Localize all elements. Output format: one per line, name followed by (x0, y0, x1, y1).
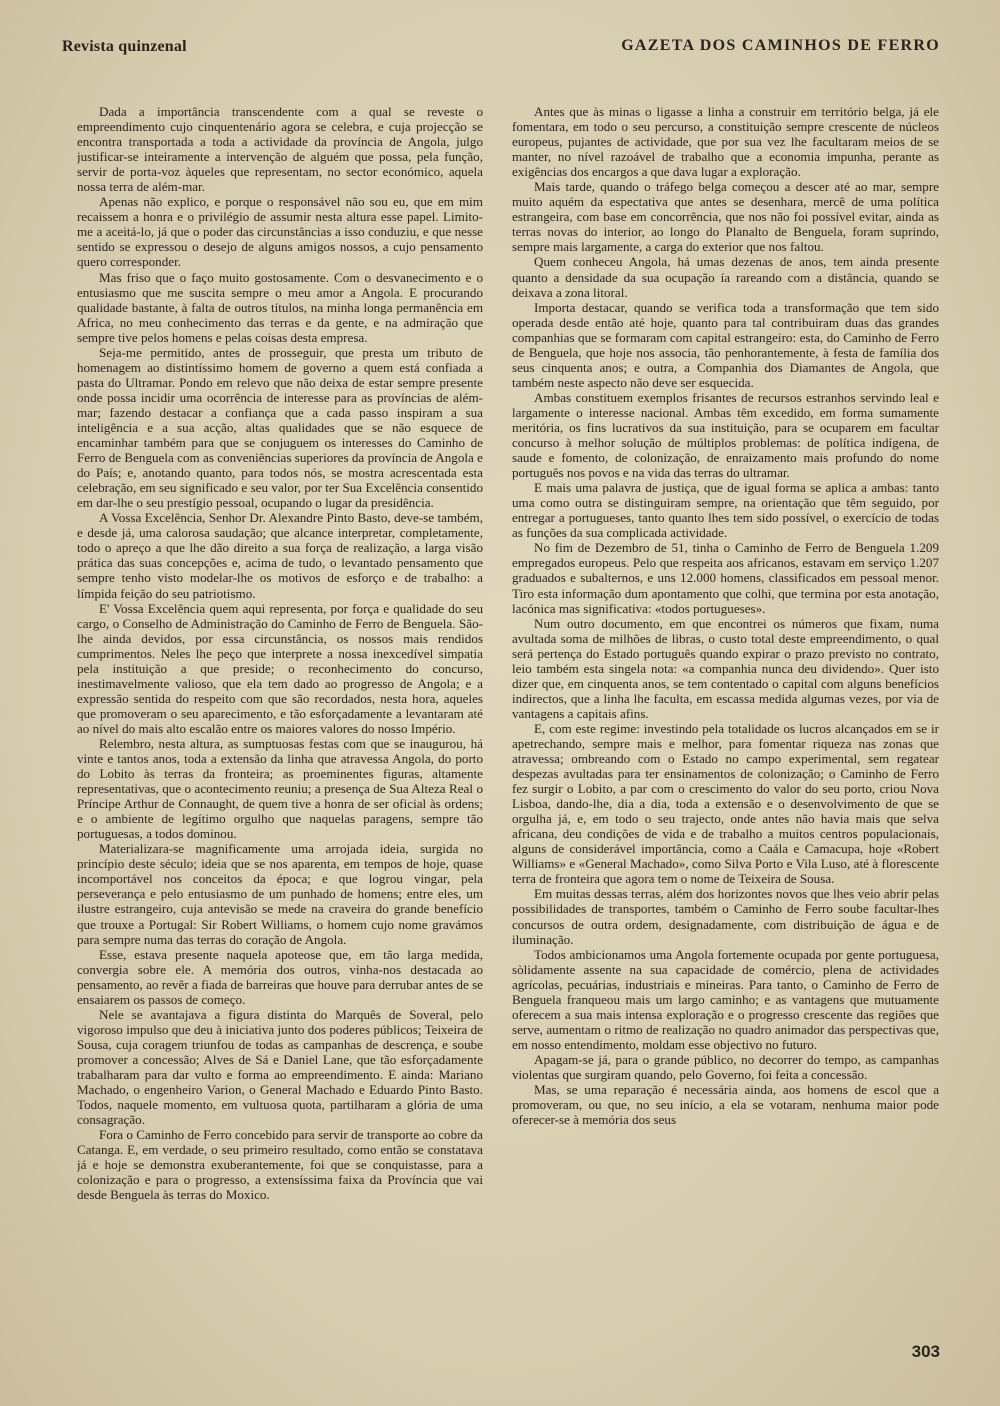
paragraph: E mais uma palavra de justiça, que de igual forma se aplica a ambas: tanto uma como outra se distinguiram sempre, na orientação que têm seguido, por entregar a portugueses, tanto quanto lhes tem sido possível, o exercício de todas as funções da sua complicada actividade. (512, 480, 939, 541)
page-number: 303 (911, 1342, 940, 1361)
paragraph: Apagam-se já, para o grande público, no decorrer do tempo, as campanhas violentas que surgiram quando, pelo Governo, foi feita a concessão. (512, 1051, 939, 1082)
paragraph: Mais tarde, quando o tráfego belga começou a descer até ao mar, sempre muito aquém da espectativa que antes se desenhara, mercê de uma política estrangeira, com base em concorrência, que nos não foi possível evitar, ainda as terras novas do interior, ao longo do Planalto de Benguela, foram suprindo, sempre mais largamente, a carga do exterior que nos faltou. (512, 179, 939, 255)
paragraph: Mas, se uma reparação é necessária ainda, aos homens de escol que a promoveram, ou que, no seu início, a ela se votaram, nenhuma maior pode oferecer-se à memória dos seus (512, 1082, 939, 1128)
paragraph: Ambas constituem exemplos frisantes de recursos estranhos servindo leal e largamente o interesse nacional. Ambas têm excedido, em forma sumamente meritória, os fins lucrativos da sua instituição, para se ocuparem em facultar concurso à melhor solução de múltiplos problemas: de política indígena, de saude e fomento, de colonização, de enraizamento mais profundo do nome português nos povos e na vida das terras do ultramar. (512, 389, 939, 481)
paragraph: Esse, estava presente naquela apoteose que, em tão larga medida, convergia sobre ele. A memória dos outros, vinha-nos destacada ao pensamento, ao revêr a fiada de barreiras que houve para derrubar antes de se ensaiarem os passos de começo. (77, 946, 483, 1007)
paragraph: Antes que às minas o ligasse a linha a construir em território belga, já ele fomentara, em todo o seu percurso, a constituição sempre crescente de núcleos europeus, pujantes de actividade, que por sua vez lhe facultaram meios de se manter, no nível razoável de trabalho que a economia impunha, perante as exigências dos encargos a que dava lugar a exploração. (512, 104, 939, 180)
paragraph: E, com este regime: investindo pela totalidade os lucros alcançados em se ir apetrechando, sempre mais e melhor, para fomentar riqueza nas zonas que atravessa; ombreando com o Estado no campo experimental, sem regatear despezas avultadas para ter ensinamentos de colonização; o Caminho de Ferro fez surgir o Lobito, a par com o crescimento do valor do seu porto, criou Nova Lisboa, dando-lhe, dia a dia, toda a extensão e o desenvolvimento de que se orgulha já, e, em todo o seu trajecto, onde antes não havia mais que selva africana, deu condições de vida e de trabalho a muitos centros populacionais, alguns de considerável importância, como a Caála e Camacupa, hoje «Robert Williams» e «General Machado», como Silva Porto e Vila Luso, até à florescente terra de fronteira que agora tem o nome de Teixeira de Sousa. (512, 720, 939, 887)
paragraph: Importa destacar, quando se verifica toda a transformação que tem sido operada desde então até hoje, quanto para tal contribuiram duas das grandes companhias que se formaram com capital estrangeiro: esta, do Caminho de Ferro de Benguela, que hoje nos associa, tão penhorantemente, à festa de família dos seus cinquenta anos; e outra, a Companhia dos Diamantes de Angola, que também neste aspecto não deve ser esquecida. (512, 299, 939, 390)
text-column-left (77, 104, 483, 1319)
paragraph: Todos ambicionamos uma Angola fortemente ocupada por gente portuguesa, sòlidamente assente na sua capacidade de comércio, plena de actividades agrícolas, pecuárias, industriais e mineiras. Para tanto, o Caminho de Ferro de Benguela franqueou mais um largo caminho; e as vantagens que mutuamente oferecem a sua mais intensa exploração e o progresso crescente das regiões que serve, aumentam o ritmo de realização no quadro animador das perspectivas que, em nosso entendimento, moldam esse objectivo no futuro. (512, 946, 939, 1052)
paragraph: Apenas não explico, e porque o responsável não sou eu, que em mim recaissem a honra e o privilégio de assumir nesta altura esse papel. Limito-me a aceitá-lo, já que o poder das circunstâncias a isso conduziu, e que nesse sentido se expressou o desejo de alguns amigos nossos, a cujo pensamento quero corresponder. (77, 194, 483, 270)
running-header-right: GAZETA DOS CAMINHOS DE FERRO (621, 37, 940, 54)
paragraph: Quem conheceu Angola, há umas dezenas de anos, tem ainda presente quanto a densidade da sua ocupação ía rareando com a distância, quando se deixava a zona litoral. (512, 254, 939, 300)
paragraph: Nele se avantajava a figura distinta do Marquês de Soveral, pelo vigoroso impulso que deu à iniciativa junto dos poderes públicos; Teixeira de Sousa, cuja coragem triunfou de todas as campanhas de descrença, e soube promover a concessão; Alves de Sá e Daniel Lane, que tão esforçadamente trabalharam para dar vulto e forma ao empreendimento. E ainda: Mariano Machado, o engenheiro Varion, o General Machado e Eduardo Pinto Basto. Todos, naquele momento, em vultuosa quota, partilharam a glória de uma consagração. (77, 1006, 483, 1128)
paragraph: Fora o Caminho de Ferro concebido para servir de transporte ao cobre da Catanga. E, em verdade, o seu primeiro resultado, como então se constatava já e hoje se demonstra exuberantemente, foi que se conquistasse, para a colonização e para o progresso, a extensíssima faixa da Província que vai desde Benguela às terras do Moxico. (77, 1127, 483, 1203)
running-header-left: Revista quinzenal (62, 38, 187, 55)
paragraph: Relembro, nesta altura, as sumptuosas festas com que se inaugurou, há vinte e tantos anos, toda a extensão da linha que atravessa Angola, do porto do Lobito às terras da fronteira; as proeminentes figuras, altamente representativas, que o acontecimento reuniu; a presença de Sua Alteza Real o Príncipe Arthur de Connaught, de quem tive a honra de ser oficial às ordens; e o ambiente de legítimo orgulho que naquelas paragens, sempre tão portuguesas, a todos dominou. (77, 735, 483, 842)
paragraph: Mas friso que o faço muito gostosamente. Com o desvanecimento e o entusiasmo que me suscita sempre o meu amor a Angola. E procurando qualidade bastante, à falta de outros títulos, na minha longa permanência em Africa, no meu conhecimento das terras e da gente, e na admiração que sempre tive pelos homens e pelas coisas desta empresa. (77, 269, 483, 345)
paragraph: A Vossa Excelência, Senhor Dr. Alexandre Pinto Basto, deve-se também, e desde já, uma calorosa saudação; que alcance interpretar, completamente, todo o apreço a que lhe dão direito a sua força de realização, a larga visão prática das suas concepções e, acima de tudo, o levantado pensamento que sempre tenho visto modelar-lhe os motivos de esforço e de trabalho: a límpida feição do seu patriotismo. (77, 510, 483, 601)
text-column-right (512, 104, 939, 1319)
paragraph: Seja-me permitido, antes de prosseguir, que presta um tributo de homenagem ao distintíssimo homem de governo a quem está confiada a pasta do Ultramar. Pondo em relevo que não deixa de estar sempre presente onde possa incidir uma ocorrência de interesse para as províncias de além-mar; fazendo destacar a confiança que a cada passo inspiram a sua inteligência e a sua acção, altas qualidades que se não esquece de encaminhar também para que se conjuguem os interesses do Caminho de Ferro de Benguela com as conveniências superiores da província de Angola e do País; e, anotando quanto, para todos nós, se mostra acrescentada esta celebração, em seu significado e seu valor, por ter Sua Excelência consentido em dar-lhe o seu prestígio pessoal, ocupando o lugar da presidência. (77, 344, 483, 511)
paragraph: Num outro documento, em que encontrei os números que fixam, numa avultada soma de milhões de libras, o custo total deste empreendimento, o qual será pertença do Estado português quando expirar o prazo previsto no contrato, leio também esta singela nota: «a companhia nunca deu dividendo». Quer isto dizer que, em cinquenta anos, se tem contentado o capital com alguns benefícios indirectos, que a linha lhe faculta, em escassa medida algumas vezes, por via de vantagens a capitais afins. (512, 615, 939, 721)
paragraph: E' Vossa Excelência quem aqui representa, por força e qualidade do seu cargo, o Conselho de Administração do Caminho de Ferro de Benguela. São-lhe ainda devidos, por essa circunstância, os nossos mais rendidos cumprimentos. Neles lhe peço que interprete a nossa inexcedível simpatia pela instituição a que preside; o reconhecimento do concurso, inestimavelmente valioso, que ela tem dado ao progresso de Angola; e a expressão sentida do respeito com que são recordados, nesta hora, aqueles que promoveram o seu aparecimento, e tão esforçadamente a levantaram até ao nível do mais alto escalão entre os maiores valores do nosso Império. (77, 600, 483, 736)
paragraph: Dada a importância transcendente com a qual se reveste o empreendimento cujo cinquentenário agora se celebra, e cuja projecção se encontra transportada a toda a actividade da província de Angola, julgo justificar-se inteiramente a intervenção de alguém que possa, pela função, servir de porta-voz àqueles que representam, no sector económico, aquela nossa terra de além-mar. (77, 104, 483, 195)
paragraph: No fim de Dezembro de 51, tinha o Caminho de Ferro de Benguela 1.209 empregados europeus. Pelo que respeita aos africanos, estavam em serviço 1.207 graduados e subalternos, e uns 12.000 homens, classificados em pessoal menor. Tiro esta informação dum apontamento que colhi, que termina por esta anotação, lacónica mas significativa: «todos portugueses». (512, 540, 939, 616)
paragraph: Em muitas dessas terras, além dos horizontes novos que lhes veio abrir pelas possibilidades de transportes, também o Caminho de Ferro soube facultar-lhes concursos de outra ordem, designadamente, com distribuição de água e de iluminação. (512, 886, 939, 947)
paragraph: Materializara-se magnificamente uma arrojada ideia, surgida no princípio deste século; ideia que se nos aparenta, em tempos de hoje, quase incomportável nos conceitos da época; e que logrou vingar, pela perseverança e pelo entusiasmo de um punhado de homens; entre eles, um ilustre estrangeiro, cuja antevisão se mede na craveira do grande benefício que trouxe a Portugal: Sir Robert Williams, o homem cujo nome gravámos para sempre numa das terras do coração de Angola. (77, 841, 483, 947)
